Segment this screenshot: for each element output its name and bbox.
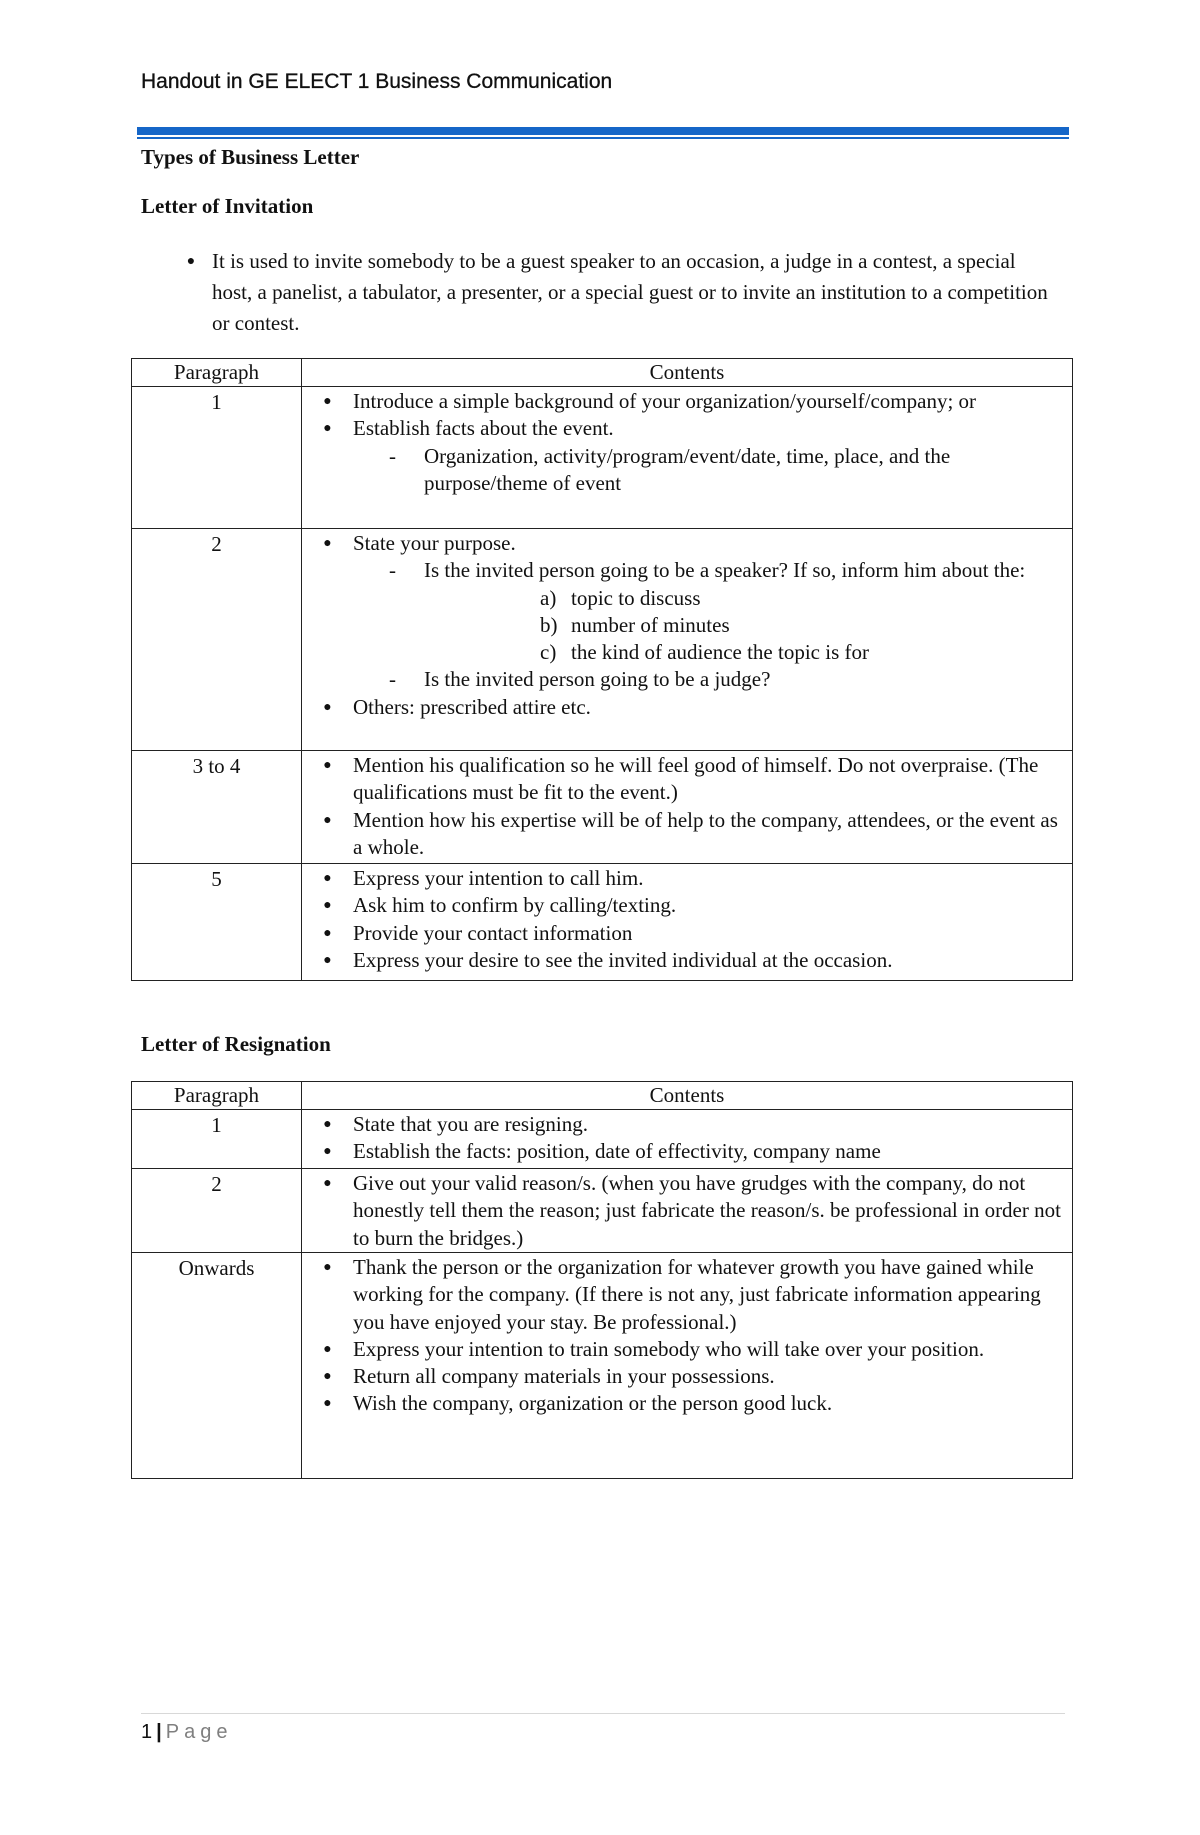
- paragraph-number: 5: [132, 864, 302, 981]
- list-item: ● Establish facts about the event. - Organization, activity/program/event/date, time, place, and the purpose/theme of event: [302, 415, 1062, 497]
- paragraph-number: 1: [132, 1110, 302, 1169]
- bullet-icon: ●: [323, 394, 332, 409]
- bullet-icon: ●: [186, 254, 196, 269]
- list-item: ● Give out your valid reason/s. (when you have grudges with the company, do not honestly tell them the reason; just fabricate the reason/s. be professional in order not to burn the bridges.): [302, 1170, 1062, 1252]
- footer-rule: [141, 1713, 1065, 1714]
- bullet-icon: ●: [323, 898, 332, 914]
- bullet-icon: ●: [323, 536, 332, 551]
- section-heading-invitation: Letter of Invitation: [141, 194, 314, 218]
- bullet-icon: ●: [323, 421, 332, 437]
- table-row: [132, 751, 1073, 864]
- alpha-item: b) number of minutes: [540, 612, 730, 637]
- alpha-item: c) the kind of audience the topic is for: [540, 640, 869, 665]
- list-item: ● Express your desire to see the invited individual at the occasion.: [302, 947, 1062, 974]
- paragraph-number: 2: [132, 1169, 302, 1253]
- invitation-table: [131, 358, 1073, 981]
- paragraph-number: Onwards: [132, 1253, 302, 1479]
- column-header-contents: Contents: [302, 359, 1073, 387]
- bullet-icon: ●: [323, 812, 332, 828]
- dash-icon: -: [389, 667, 396, 692]
- list-item: ● State your purpose. - Is the invited person going to be a speaker? If so, inform him about the: a) topic to discuss b) number of minutes c) the kind of audience the topic is for - Is the invited person going to be a judge?: [302, 530, 1062, 694]
- bullet-icon: ●: [323, 1341, 332, 1357]
- list-item: ● Express your intention to train somebody who will take over your position.: [302, 1336, 1062, 1363]
- sub-list-item: - Organization, activity/program/event/date, time, place, and the purpose/theme of event: [389, 443, 951, 495]
- contents-cell: [302, 864, 1073, 981]
- bullet-icon: ●: [323, 952, 332, 968]
- column-header-paragraph: Paragraph: [132, 359, 302, 387]
- bullet-icon: ●: [323, 699, 332, 715]
- dash-icon: -: [389, 558, 396, 583]
- table-row: [132, 529, 1073, 751]
- alpha-item: a) topic to discuss: [540, 585, 701, 610]
- header-rule-thin: [137, 137, 1069, 139]
- list-item: ● Thank the person or the organization for whatever growth you have gained while working for the company. (If there is not any, just fabricate information appearing you have enjoyed your stay. Be professional.): [302, 1254, 1062, 1336]
- list-item: ● Mention how his expertise will be of help to the company, attendees, or the event as a whole.: [302, 807, 1062, 862]
- paragraph-number: 3 to 4: [132, 751, 302, 864]
- bullet-icon: ●: [323, 1144, 332, 1160]
- header-rule-thick: [137, 127, 1069, 135]
- page-footer: [141, 1721, 232, 1744]
- bullet-icon: ●: [323, 1369, 332, 1385]
- bullet-icon: ●: [323, 1260, 332, 1275]
- contents-cell: [302, 529, 1073, 751]
- intro-list: [180, 246, 1060, 339]
- table-row: [132, 1110, 1073, 1169]
- bullet-icon: ●: [323, 871, 332, 886]
- document-header-title: Handout in GE ELECT 1 Business Communication: [141, 70, 613, 93]
- table-header-row: [132, 1082, 1073, 1110]
- contents-cell: [302, 1169, 1073, 1253]
- table-row: [132, 864, 1073, 981]
- list-item: ● Others: prescribed attire etc.: [302, 694, 1062, 721]
- list-item: ● Express your intention to call him.: [302, 865, 1062, 892]
- bullet-icon: ●: [323, 758, 332, 773]
- sub-list-item: - Is the invited person going to be a speaker? If so, inform him about the: a) topic to discuss b) number of minutes c) the kind of audience the topic is for: [353, 557, 1062, 666]
- section-heading-resignation: Letter of Resignation: [141, 1032, 331, 1056]
- list-item: ● Establish the facts: position, date of effectivity, company name: [302, 1138, 1062, 1165]
- column-header-contents: Contents: [302, 1082, 1073, 1110]
- table-row: [132, 1253, 1073, 1479]
- list-item: ● It is used to invite somebody to be a guest speaker to an occasion, a judge in a contest, a special host, a panelist, a tabulator, a presenter, or a special guest or to invite an institution to a competition or contest.: [180, 246, 1060, 339]
- contents-cell: [302, 1253, 1073, 1479]
- contents-cell: [302, 1110, 1073, 1169]
- list-item: ● Provide your contact information: [302, 920, 1062, 947]
- list-item: ● Return all company materials in your possessions.: [302, 1363, 1062, 1390]
- paragraph-number: 1: [132, 387, 302, 529]
- page-label: Page: [165, 1721, 233, 1743]
- list-item: ● Ask him to confirm by calling/texting.: [302, 892, 1062, 919]
- page-number: 1: [141, 1721, 153, 1743]
- dash-icon: -: [389, 443, 396, 468]
- sub-list-item: - Is the invited person going to be a judge?: [353, 666, 1062, 693]
- paragraph-number: 2: [132, 529, 302, 751]
- bullet-icon: ●: [323, 1396, 332, 1412]
- bullet-icon: ●: [323, 1117, 332, 1132]
- bullet-icon: ●: [323, 925, 332, 941]
- bullet-icon: ●: [323, 1176, 332, 1191]
- resignation-table: [131, 1081, 1073, 1479]
- contents-cell: [302, 387, 1073, 529]
- list-item: ● Wish the company, organization or the person good luck.: [302, 1390, 1062, 1417]
- list-item: ● State that you are resigning.: [302, 1111, 1062, 1138]
- section-heading-types: Types of Business Letter: [141, 145, 360, 169]
- table-row: [132, 1169, 1073, 1253]
- footer-separator: |: [156, 1721, 162, 1743]
- contents-cell: [302, 751, 1073, 864]
- column-header-paragraph: Paragraph: [132, 1082, 302, 1110]
- list-item: ● Mention his qualification so he will feel good of himself. Do not overpraise. (The qualifications must be fit to the event.): [302, 752, 1062, 807]
- list-item: ● Introduce a simple background of your organization/yourself/company; or: [302, 388, 1062, 415]
- table-row: [132, 387, 1073, 529]
- table-header-row: [132, 359, 1073, 387]
